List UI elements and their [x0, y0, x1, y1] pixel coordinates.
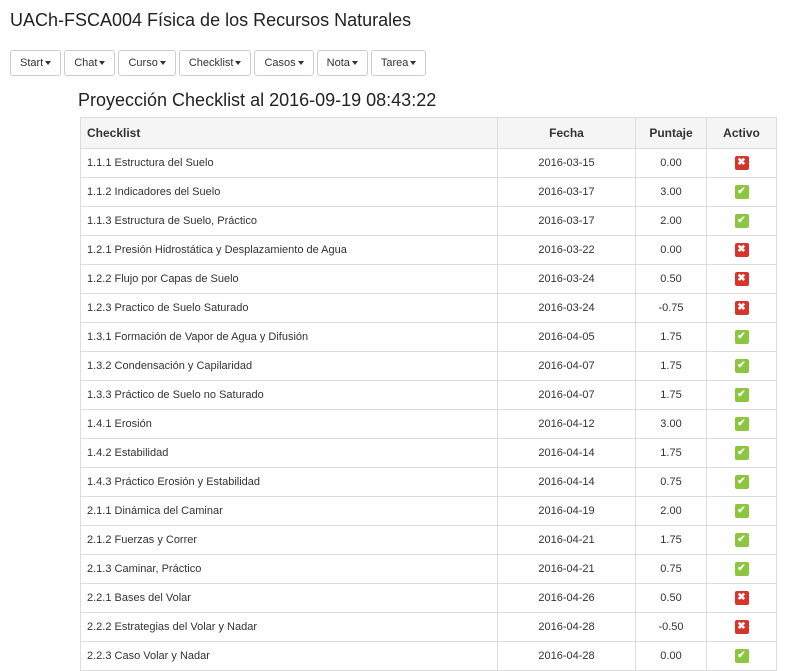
caret-down-icon [45, 61, 51, 65]
fecha-cell: 2016-03-17 [498, 178, 636, 207]
caret-down-icon [352, 61, 358, 65]
puntaje-cell: 0.75 [636, 555, 707, 584]
activo-cell [707, 207, 777, 236]
puntaje-cell: -0.75 [636, 294, 707, 323]
check-icon: ✔ [735, 446, 749, 460]
nav-start-label: Start [20, 57, 44, 69]
caret-down-icon [160, 61, 166, 65]
activo-cell [707, 265, 777, 294]
puntaje-cell: 0.50 [636, 265, 707, 294]
x-icon: ✖ [735, 301, 749, 315]
puntaje-cell: 0.75 [636, 468, 707, 497]
x-icon: ✖ [735, 591, 749, 605]
checklist-name-cell: 2.2.2 Estrategias del Volar y Nadar [81, 613, 498, 642]
nav-curso-label: Curso [128, 57, 158, 69]
fecha-cell: 2016-04-07 [498, 381, 636, 410]
table-header-row [81, 118, 777, 149]
nav-casos-label: Casos [264, 57, 296, 69]
fecha-cell: 2016-04-19 [498, 497, 636, 526]
check-icon: ✔ [735, 214, 749, 228]
table-row [81, 265, 777, 294]
caret-down-icon [298, 61, 304, 65]
check-icon: ✔ [735, 649, 749, 663]
nav-nota-button[interactable] [317, 50, 368, 76]
header-activo: Activo [707, 118, 777, 149]
activo-cell [707, 410, 777, 439]
puntaje-cell: 1.75 [636, 352, 707, 381]
fecha-cell: 2016-04-14 [498, 468, 636, 497]
fecha-cell: 2016-04-21 [498, 526, 636, 555]
x-icon: ✖ [735, 620, 749, 634]
header-puntaje: Puntaje [636, 118, 707, 149]
table-row [81, 526, 777, 555]
check-icon: ✔ [735, 562, 749, 576]
check-icon: ✔ [735, 330, 749, 344]
puntaje-cell: 2.00 [636, 497, 707, 526]
x-icon: ✖ [735, 156, 749, 170]
nav-checklist-label: Checklist [188, 57, 234, 69]
x-icon: ✖ [735, 272, 749, 286]
activo-cell [707, 584, 777, 613]
checklist-name-cell: 1.2.1 Presión Hidrostática y Desplazamiento de Agua [81, 236, 498, 265]
nav-chat-button[interactable] [64, 50, 115, 76]
table-row [81, 323, 777, 352]
checklist-name-cell: 1.4.1 Erosión [81, 410, 498, 439]
fecha-cell: 2016-04-07 [498, 352, 636, 381]
nav-curso-button[interactable] [118, 50, 175, 76]
nav-bar [10, 50, 426, 76]
table-row [81, 410, 777, 439]
table-row [81, 468, 777, 497]
nav-nota-label: Nota [326, 57, 350, 69]
fecha-cell: 2016-04-21 [498, 555, 636, 584]
puntaje-cell: 3.00 [636, 410, 707, 439]
check-icon: ✔ [735, 504, 749, 518]
activo-cell [707, 352, 777, 381]
checklist-name-cell: 1.3.3 Práctico de Suelo no Saturado [81, 381, 498, 410]
puntaje-cell: 0.00 [636, 236, 707, 265]
check-icon: ✔ [735, 417, 749, 431]
page-title: UACh-FSCA004 Física de los Recursos Naturales [10, 10, 412, 30]
puntaje-cell: 3.00 [636, 178, 707, 207]
table-row [81, 149, 777, 178]
activo-cell [707, 178, 777, 207]
nav-start-button[interactable] [10, 50, 61, 76]
checklist-name-cell: 1.1.3 Estructura de Suelo, Práctico [81, 207, 498, 236]
caret-down-icon [235, 61, 241, 65]
puntaje-cell: 0.00 [636, 149, 707, 178]
fecha-cell: 2016-03-15 [498, 149, 636, 178]
checklist-name-cell: 1.4.2 Estabilidad [81, 439, 498, 468]
puntaje-cell: -0.50 [636, 613, 707, 642]
nav-tarea-button[interactable] [371, 50, 427, 76]
activo-cell [707, 613, 777, 642]
checklist-name-cell: 1.2.2 Flujo por Capas de Suelo [81, 265, 498, 294]
x-icon: ✖ [735, 243, 749, 257]
checklist-name-cell: 2.1.1 Dinámica del Caminar [81, 497, 498, 526]
checklist-table [80, 117, 777, 671]
activo-cell [707, 642, 777, 671]
nav-chat-label: Chat [74, 57, 98, 69]
activo-cell [707, 497, 777, 526]
table-row [81, 439, 777, 468]
caret-down-icon [99, 61, 105, 65]
activo-cell [707, 236, 777, 265]
checklist-name-cell: 2.1.3 Caminar, Práctico [81, 555, 498, 584]
puntaje-cell: 2.00 [636, 207, 707, 236]
fecha-cell: 2016-03-24 [498, 294, 636, 323]
fecha-cell: 2016-03-24 [498, 265, 636, 294]
table-row [81, 584, 777, 613]
activo-cell [707, 323, 777, 352]
checklist-name-cell: 1.3.1 Formación de Vapor de Agua y Difusión [81, 323, 498, 352]
fecha-cell: 2016-04-28 [498, 642, 636, 671]
fecha-cell: 2016-04-26 [498, 584, 636, 613]
puntaje-cell: 1.75 [636, 381, 707, 410]
check-icon: ✔ [735, 475, 749, 489]
activo-cell [707, 526, 777, 555]
header-fecha: Fecha [498, 118, 636, 149]
activo-cell [707, 381, 777, 410]
table-row [81, 381, 777, 410]
table-row [81, 207, 777, 236]
puntaje-cell: 0.50 [636, 584, 707, 613]
checklist-name-cell: 1.4.3 Práctico Erosión y Estabilidad [81, 468, 498, 497]
table-row [81, 555, 777, 584]
fecha-cell: 2016-04-14 [498, 439, 636, 468]
checklist-name-cell: 1.2.3 Practico de Suelo Saturado [81, 294, 498, 323]
puntaje-cell: 1.75 [636, 323, 707, 352]
caret-down-icon [410, 61, 416, 65]
puntaje-cell: 1.75 [636, 526, 707, 555]
puntaje-cell: 0.00 [636, 642, 707, 671]
checklist-table-container [80, 117, 776, 671]
activo-cell [707, 439, 777, 468]
check-icon: ✔ [735, 533, 749, 547]
nav-checklist-button[interactable] [179, 50, 252, 76]
table-row [81, 178, 777, 207]
nav-tarea-label: Tarea [380, 57, 409, 69]
fecha-cell: 2016-04-28 [498, 613, 636, 642]
fecha-cell: 2016-04-05 [498, 323, 636, 352]
table-row [81, 497, 777, 526]
header-checklist: Checklist [81, 118, 498, 149]
nav-casos-button[interactable] [254, 50, 313, 76]
fecha-cell: 2016-03-17 [498, 207, 636, 236]
check-icon: ✔ [735, 185, 749, 199]
check-icon: ✔ [735, 388, 749, 402]
check-icon: ✔ [735, 359, 749, 373]
checklist-name-cell: 2.1.2 Fuerzas y Correr [81, 526, 498, 555]
activo-cell [707, 149, 777, 178]
checklist-name-cell: 1.1.1 Estructura del Suelo [81, 149, 498, 178]
checklist-name-cell: 1.3.2 Condensación y Capilaridad [81, 352, 498, 381]
activo-cell [707, 294, 777, 323]
table-row [81, 613, 777, 642]
checklist-name-cell: 1.1.2 Indicadores del Suelo [81, 178, 498, 207]
section-title: Proyección Checklist al 2016-09-19 08:43:22 [78, 90, 437, 110]
fecha-cell: 2016-03-22 [498, 236, 636, 265]
table-row [81, 642, 777, 671]
activo-cell [707, 555, 777, 584]
activo-cell [707, 468, 777, 497]
checklist-name-cell: 2.2.3 Caso Volar y Nadar [81, 642, 498, 671]
table-row [81, 236, 777, 265]
table-row [81, 294, 777, 323]
puntaje-cell: 1.75 [636, 439, 707, 468]
table-row [81, 352, 777, 381]
fecha-cell: 2016-04-12 [498, 410, 636, 439]
checklist-name-cell: 2.2.1 Bases del Volar [81, 584, 498, 613]
